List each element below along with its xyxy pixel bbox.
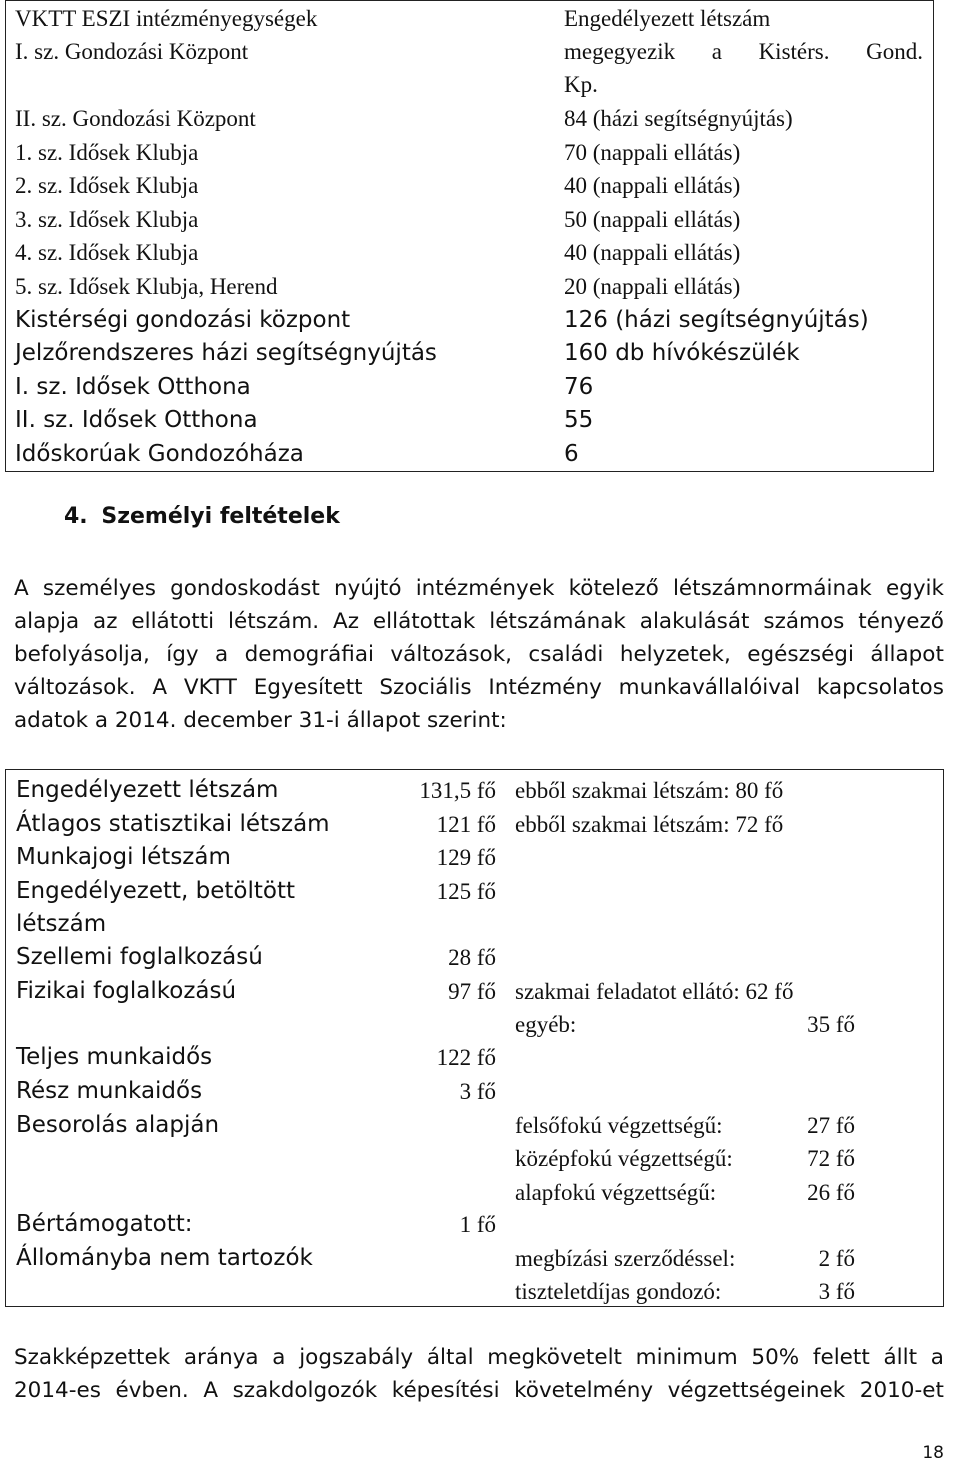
besorolas-note-value: 27 fő	[807, 1113, 855, 1138]
section-heading	[64, 504, 340, 529]
unit-name: 1. sz. Idősek Klubja	[15, 139, 199, 165]
capacity-value: 6	[564, 441, 579, 467]
fizikai-note-label: egyéb:	[515, 1012, 577, 1038]
section-number: 4.	[64, 504, 88, 529]
paragraph-line: változások. A VKTT Egyesített Szociális Intézmény munkavállalóival kapcsolatos	[14, 675, 944, 700]
institutions-table	[5, 0, 934, 472]
staff-label: Rész munkaidős	[16, 1078, 203, 1104]
table-row-continuation	[6, 68, 933, 101]
allomany-note-label: megbízási szerződéssel:	[515, 1246, 736, 1271]
unit-name: Időskorúak Gondozóháza	[15, 441, 304, 467]
allomany-note-label: tiszteletdíjas gondozó:	[515, 1279, 722, 1305]
table-row	[6, 304, 933, 337]
capacity-value: 50 (nappali ellátás)	[564, 206, 741, 232]
table-row	[6, 102, 933, 135]
besorolas-note	[515, 1142, 855, 1175]
allomany-note-value: 3 fő	[818, 1279, 855, 1305]
staff-label: Átlagos statisztikai létszám	[16, 811, 330, 837]
fizikai-note-label: szakmai feladatot ellátó: 62 fő	[515, 979, 794, 1004]
capacity-value: 55	[564, 407, 594, 434]
capacity-value: 20 (nappali ellátás)	[564, 274, 741, 299]
table-row	[6, 337, 933, 370]
capacity-value: 84 (házi segítségnyújtás)	[564, 106, 793, 131]
allomany-note	[515, 1275, 855, 1308]
staff-label: Engedélyezett, betöltött	[16, 878, 295, 904]
table-row	[6, 270, 933, 303]
staff-label: Besorolás alapján	[16, 1112, 220, 1138]
staff-label: Fizikai foglalkozású	[16, 978, 237, 1004]
paragraph-intro	[14, 572, 944, 737]
staff-value: 1 fő	[459, 1212, 496, 1237]
staff-label: Teljes munkaidős	[16, 1044, 213, 1070]
staff-note: ebből szakmai létszám: 72 fő	[515, 812, 784, 837]
unit-name: 5. sz. Idősek Klubja, Herend	[15, 274, 278, 299]
header-units: VKTT ESZI intézményegységek	[15, 6, 318, 31]
staff-value: 125 fő	[436, 879, 496, 904]
besorolas-note-value: 26 fő	[807, 1179, 855, 1205]
unit-name: II. sz. Idősek Otthona	[15, 407, 258, 434]
capacity-value: 160 db hívókészülék	[564, 340, 800, 367]
table-row	[6, 136, 933, 169]
besorolas-note	[515, 1109, 855, 1142]
table-row	[6, 35, 933, 68]
staff-value: 122 fő	[436, 1045, 496, 1070]
unit-name: Jelzőrendszeres házi segítségnyújtás	[15, 340, 437, 367]
staff-label: Szellemi foglalkozású	[16, 944, 263, 970]
section-title: Személyi feltételek	[101, 504, 340, 529]
table-row	[6, 438, 933, 471]
staff-value: 3 fő	[459, 1079, 496, 1104]
besorolas-note-value: 72 fő	[807, 1146, 855, 1172]
capacity-value: 76	[564, 373, 594, 400]
table-row	[6, 203, 933, 236]
table-header-row	[6, 2, 933, 35]
table-row	[6, 371, 933, 404]
unit-name: 3. sz. Idősek Klubja	[15, 206, 199, 232]
paragraph-line: befolyásolja, így a demográfiai változások, családi helyzetek, egészségi állapot	[14, 642, 944, 667]
unit-name: Kistérségi gondozási központ	[15, 306, 351, 333]
paragraph-line: Szakképzettek aránya a jogszabály által megkövetelt minimum 50% felett állt a	[14, 1345, 944, 1370]
unit-name: 2. sz. Idősek Klubja	[15, 173, 199, 199]
paragraph-line: alapja az ellátotti létszám. Az ellátottak létszámának alakulását számos tényező	[14, 609, 944, 634]
paragraph-qualification	[14, 1341, 944, 1407]
staff-table	[5, 769, 944, 1307]
table-row	[6, 169, 933, 202]
table-row	[6, 236, 933, 269]
capacity-value: 40 (nappali ellátás)	[564, 240, 741, 266]
staff-value: 97 fő	[448, 979, 496, 1004]
capacity-value: 40 (nappali ellátás)	[564, 173, 741, 199]
fizikai-note-value: 35 fő	[807, 1012, 855, 1038]
staff-label: Bértámogatott:	[16, 1211, 193, 1237]
staff-value: 129 fő	[436, 845, 496, 870]
besorolas-note-label: felsőfokú végzettségű:	[515, 1113, 723, 1138]
fizikai-note	[515, 975, 855, 1008]
staff-value: 28 fő	[448, 945, 496, 970]
unit-name: II. sz. Gondozási Központ	[15, 106, 256, 131]
unit-name: I. sz. Idősek Otthona	[15, 373, 251, 400]
staff-value: 121 fő	[436, 812, 496, 837]
besorolas-note-label: alapfokú végzettségű:	[515, 1179, 717, 1205]
staff-label: Munkajogi létszám	[16, 844, 231, 870]
besorolas-note	[515, 1176, 855, 1209]
paragraph-line: adatok a 2014. december 31-i állapot szerint:	[14, 708, 507, 733]
fizikai-note	[515, 1008, 855, 1041]
staff-label-cont: létszám	[16, 911, 107, 937]
unit-name: 4. sz. Idősek Klubja	[15, 240, 199, 266]
capacity-value: 70 (nappali ellátás)	[564, 139, 741, 165]
besorolas-note-label: középfokú végzettségű:	[515, 1146, 733, 1172]
allomany-note-value: 2 fő	[818, 1246, 855, 1271]
header-capacity: Engedélyezett létszám	[564, 6, 771, 31]
paragraph-line: A személyes gondoskodást nyújtó intézmények kötelező létszámnormáinak egyik	[14, 576, 944, 601]
staff-value: 131,5 fő	[419, 778, 496, 803]
allomany-note	[515, 1242, 855, 1275]
staff-label: Állományba nem tartozók	[16, 1245, 313, 1271]
capacity-value-cont: Kp.	[564, 72, 598, 97]
page-number: 18	[922, 1443, 944, 1463]
staff-label: Engedélyezett létszám	[16, 777, 279, 803]
table-row	[6, 404, 933, 437]
staff-note: ebből szakmai létszám: 80 fő	[515, 778, 784, 803]
capacity-value: megegyezik a Kistérs. Gond.	[564, 39, 923, 64]
unit-name: I. sz. Gondozási Központ	[15, 39, 249, 64]
capacity-value: 126 (házi segítségnyújtás)	[564, 306, 869, 333]
paragraph-line: 2014-es évben. A szakdolgozók képesítési követelmény végzettségeinek 2010-et	[14, 1378, 944, 1403]
